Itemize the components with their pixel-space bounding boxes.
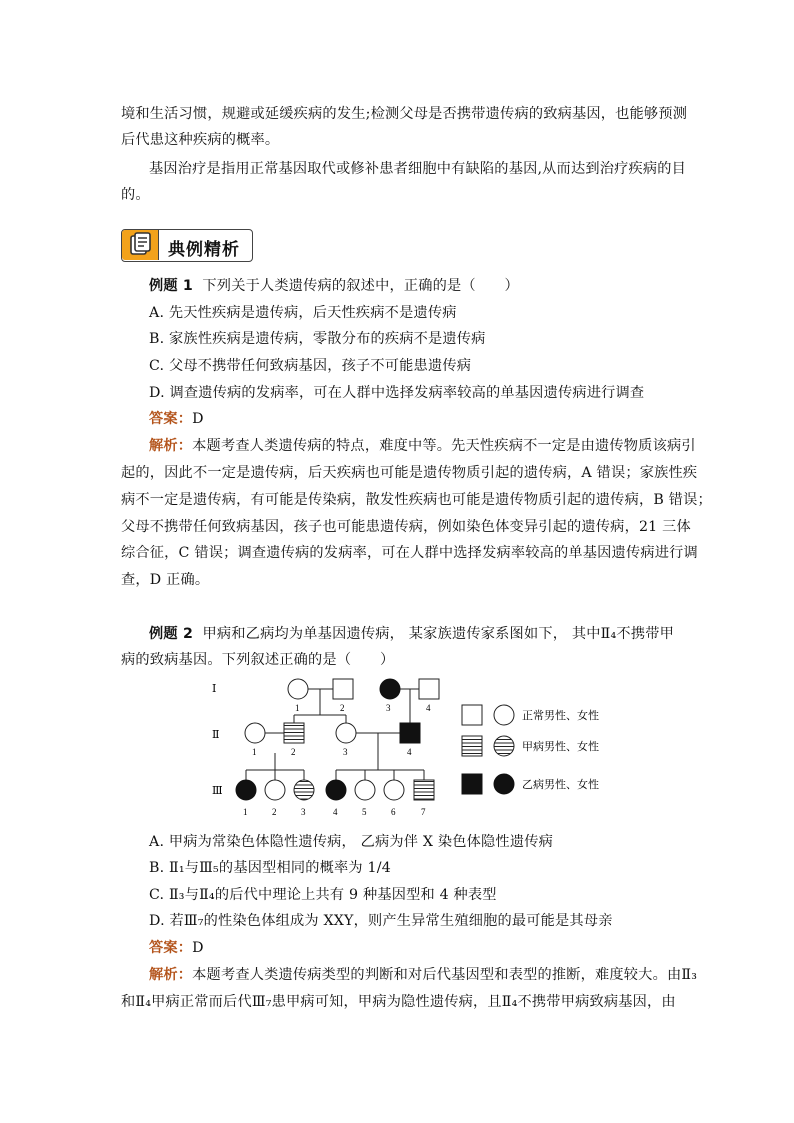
example-2-label: 例题 2 (149, 626, 194, 642)
pedigree-num-II-4: 4 (407, 747, 412, 757)
pedigree-num-I-4: 4 (426, 703, 431, 713)
example-2-analysis-label: 解析： (149, 967, 193, 983)
pedigree-num-II-3: 3 (343, 747, 348, 757)
pedigree-III-4-disease-b-female (326, 780, 346, 800)
example-2-option-a: A. 甲病为常染色体隐性遗传病， 乙病为伴 X 染色体隐性遗传病 (149, 834, 553, 850)
example-1-option-a: A. 先天性疾病是遗传病，后天性疾病不是遗传病 (149, 305, 457, 321)
legend-disease-a-label: 甲病男性、女性 (522, 740, 599, 753)
example-1-analysis-line-1: 解析：本题考查人类遗传病的特点，难度中等。先天性疾病不一定是由遗传物质该病引 (149, 438, 696, 454)
pedigree-I-1-normal-female (288, 679, 308, 699)
legend-disease-b-male-symbol (462, 774, 482, 794)
pedigree-III-2-normal-female (265, 780, 285, 800)
example-1-analysis-line-6: 查，D 正确。 (121, 572, 210, 588)
pedigree-num-II-1: 1 (252, 747, 257, 757)
pedigree-num-III-6: 6 (391, 807, 396, 817)
example-1-analysis-line-3: 病不一定是遗传病，有可能是传染病，散发性疾病也可能是遗传物质引起的遗传病，B 错误； (121, 492, 712, 508)
pedigree-num-III-1: 1 (243, 807, 248, 817)
pedigree-III-5-normal-female (355, 780, 375, 800)
legend-disease-b-female-symbol (494, 774, 514, 794)
legend-disease-b-label: 乙病男性、女性 (522, 778, 599, 791)
example-1-label: 例题 1 (149, 278, 193, 294)
example-2-option-b: B. Ⅱ₁与Ⅲ₅的基因型相同的概率为 1/4 (149, 860, 391, 876)
pedigree-num-III-7: 7 (421, 807, 426, 817)
example-2-answer-label: 答案： (149, 940, 193, 956)
pedigree-II-3-normal-female (336, 723, 356, 743)
example-1-question (149, 276, 519, 296)
section-header (121, 229, 253, 262)
intro-line-4: 的。 (121, 187, 150, 203)
pedigree-III-1-disease-b-female (236, 780, 256, 800)
example-1-analysis-label: 解析： (149, 438, 193, 454)
intro-line-2: 后代患这种疾病的概率。 (121, 132, 280, 148)
example-1-option-b: B. 家族性疾病是遗传病，零散分布的疾病不是遗传病 (149, 331, 486, 347)
legend-normal-label: 正常男性、女性 (522, 709, 599, 722)
example-1-answer (149, 409, 204, 429)
example-1-analysis-line-5: 综合征，C 错误；调查遗传病的发病率，可在人群中选择发病率较高的单基因遗传病进行调 (121, 545, 698, 561)
legend-normal-female-symbol (494, 705, 514, 725)
pedigree-num-III-5: 5 (362, 807, 367, 817)
example-1-analysis-line-2: 起的，因此不一定是遗传病，后天疾病也可能是遗传物质引起的遗传病，A 错误；家族性疾 (121, 465, 698, 481)
section-title: 典例精析 (168, 240, 240, 260)
pedigree-II-2-disease-a-male (284, 723, 304, 743)
example-1-option-d: D. 调查遗传病的发病率，可在人群中选择发病率较高的单基因遗传病进行调查 (149, 385, 645, 401)
pedigree-I-2-normal-male (333, 679, 353, 699)
pedigree-III-6-normal-female (384, 780, 404, 800)
pedigree-II-4-disease-b-male (400, 723, 420, 743)
pedigree-num-III-3: 3 (301, 807, 306, 817)
pedigree-I-3-disease-b-female (380, 679, 400, 699)
example-1-analysis-line-4: 父母不携带任何致病基因，孩子也可能患遗传病，例如染色体变异引起的遗传病，21 三体 (121, 519, 691, 535)
legend-normal-male-symbol (462, 705, 482, 725)
example-2-analysis-line-1: 解析：本题考查人类遗传病类型的判断和对后代基因型和表型的推断，难度较大。由Ⅱ₃ (149, 967, 698, 983)
example-2-answer-value: D (192, 940, 204, 956)
example-1-answer-value: D (192, 411, 204, 427)
pedigree-III-3-disease-a-female (294, 780, 314, 800)
generation-label-2: Ⅱ (212, 729, 220, 741)
document-icon (122, 230, 159, 260)
example-2-option-c: C. Ⅱ₃与Ⅱ₄的后代中理论上共有 9 种基因型和 4 种表型 (149, 887, 497, 903)
generation-label-1: Ⅰ (212, 683, 217, 695)
pedigree-num-I-3: 3 (386, 703, 391, 713)
pedigree-num-II-2: 2 (291, 747, 296, 757)
pedigree-num-I-2: 2 (340, 703, 345, 713)
example-2-question-line-1: 例题 2 甲病和乙病均为单基因遗传病， 某家族遗传家系图如下， 其中Ⅱ₄不携带甲 (149, 626, 675, 642)
pedigree-II-1-normal-female (245, 723, 265, 743)
legend-disease-a-male-symbol (462, 736, 482, 756)
example-1-option-c: C. 父母不携带任何致病基因，孩子不可能患遗传病 (149, 358, 472, 374)
pedigree-num-III-2: 2 (272, 807, 277, 817)
pedigree-num-III-4: 4 (333, 807, 338, 817)
example-2-analysis-line-2: 和Ⅱ₄甲病正常而后代Ⅲ₇患甲病可知，甲病为隐性遗传病，且Ⅱ₄不携带甲病致病基因，由 (121, 994, 676, 1010)
intro-line-1: 境和生活习惯，规避或延缓疾病的发生;检测父母是否携带遗传病的致病基因，也能够预测 (121, 106, 688, 122)
example-2-option-d: D. 若Ⅲ₇的性染色体组成为 XXY，则产生异常生殖细胞的最可能是其母亲 (149, 913, 613, 929)
pedigree-I-4-normal-male (419, 679, 439, 699)
pedigree-num-I-1: 1 (295, 703, 300, 713)
example-1-text: 下列关于人类遗传病的叙述中，正确的是（ ） (202, 278, 519, 294)
example-2-answer (149, 938, 204, 958)
legend-disease-a-female-symbol (494, 736, 514, 756)
pedigree-diagram (200, 672, 630, 824)
generation-label-3: Ⅲ (212, 785, 223, 797)
intro-line-3: 基因治疗是指用正常基因取代或修补患者细胞中有缺陷的基因,从而达到治疗疾病的目 (149, 161, 687, 177)
example-1-answer-label: 答案： (149, 411, 193, 427)
example-2-question-line-2: 病的致病基因。下列叙述正确的是（ ） (121, 652, 395, 668)
pedigree-III-7-disease-a-male (414, 780, 434, 800)
